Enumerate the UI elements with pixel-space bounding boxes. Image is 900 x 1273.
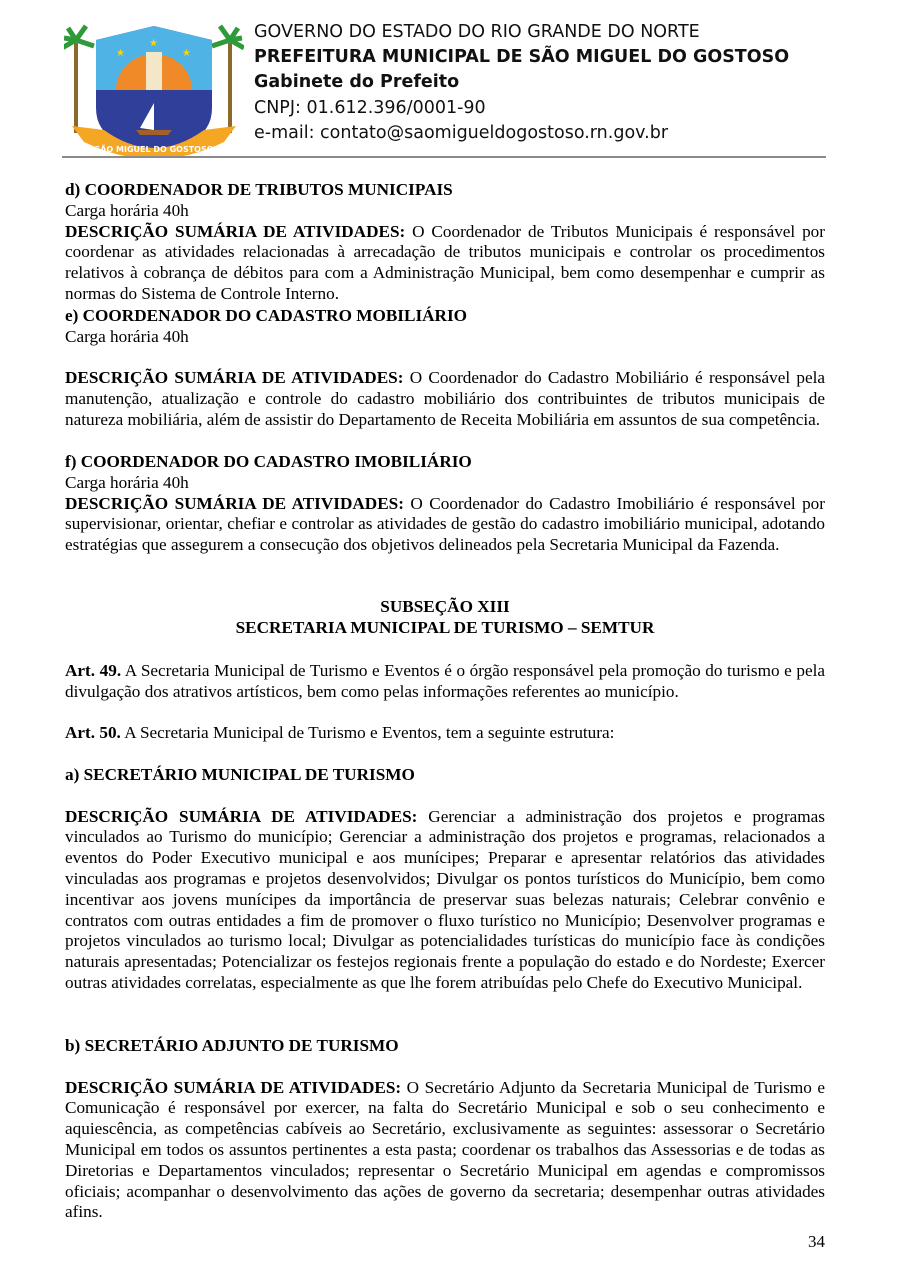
article-text: A Secretaria Municipal de Turismo e Eventos é o órgão responsável pela promoção do turismo e pela divulgação dos atrativos artísticos, bem como pelas informações referentes ao município. <box>65 661 825 701</box>
description-text: O Secretário Adjunto da Secretaria Municipal de Turismo e Comunicação é responsável por exercer, na falta do Secretário Municipal e sob o seu conhecimento e aquiescência, as competências cabíveis ao Secretário, exclusivamente as seguintes: assessorar o Secretário Municipal em todos os assuntos pertinentes a esta pasta; coordenar os trabalhos das Assessorias e de todas as Diretorias e Departamentos vinculados; representar o Secretário Municipal em agendas e compromissos oficiais; acompanhar o desenvolvimento das ações de governo da secretaria; desempenhar outras atividades afins. <box>65 1077 825 1222</box>
svg-text:SÃO MIGUEL DO GOSTOSO: SÃO MIGUEL DO GOSTOSO <box>94 145 214 154</box>
work-hours: Carga horária 40h <box>65 200 189 220</box>
header-email: e-mail: contato@saomigueldogostoso.rn.gov.br <box>254 123 669 143</box>
header-divider <box>62 156 826 158</box>
article-50 <box>65 723 825 744</box>
description-text: Gerenciar a administração dos projetos e programas vinculados ao Turismo do município; Gerenciar a administração dos projetos e programas, relacionados a eventos do Poder Executivo municipal e aos munícipes; Preparar e apresentar relatórios das atividades vinculadas aos programas e projetos desenvolvidos; Divulgar os pontos turísticos do Município, bem como incentivar aos jovens munícipes da importância de preservar suas belezas naturais; Celebrar convênio e contratos com outras entidades a fim de promover o fluxo turístico no Município; Desenvolver programas e projetos vinculados ao turismo local; Divulgar as potencialidades turísticas do município face às condições naturais apresentadas; Potencializar os festejos regionais frente a população do estado e do Nordeste; Exercer outras atividades correlatas, especialmente as que lhe forem atribuídas pelo Chefe do Executivo Municipal. <box>65 806 825 992</box>
svg-text:★: ★ <box>182 48 191 59</box>
description-label: DESCRIÇÃO SUMÁRIA DE ATIVIDADES: <box>65 368 404 388</box>
subsection-heading <box>65 597 825 639</box>
section-title: e) COORDENADOR DO CADASTRO MOBILIÁRIO <box>65 306 468 325</box>
work-hours: Carga horária 40h <box>65 472 189 492</box>
description-text: O Coordenador do Cadastro Imobiliário é responsável por supervisionar, orientar, chefiar e controlar as atividades de gestão do cadastro imobiliário municipal, adotando estratégias que assegurem a consecução dos objetivos delineados pela Secretaria Municipal da Fazenda. <box>65 493 825 555</box>
header-office: Gabinete do Prefeito <box>254 72 460 92</box>
section-f <box>65 452 825 556</box>
article-label: Art. 50. <box>65 723 121 742</box>
section-title: d) COORDENADOR DE TRIBUTOS MUNICIPAIS <box>65 180 453 199</box>
section-title: b) SECRETÁRIO ADJUNTO DE TURISMO <box>65 1036 399 1055</box>
article-text: A Secretaria Municipal de Turismo e Eventos, tem a seguinte estrutura: <box>120 723 615 742</box>
work-hours: Carga horária 40h <box>65 326 189 346</box>
svg-text:★: ★ <box>149 38 158 49</box>
section-d <box>65 180 825 305</box>
article-label: Art. 49. <box>65 661 122 680</box>
turismo-section-b <box>65 1036 825 1223</box>
header-municipality: PREFEITURA MUNICIPAL DE SÃO MIGUEL DO GOSTOSO <box>254 47 790 67</box>
description-label: DESCRIÇÃO SUMÁRIA DE ATIVIDADES: <box>65 221 406 241</box>
subsection-title: SUBSEÇÃO XIII <box>380 597 510 616</box>
description-text: O Coordenador de Tributos Municipais é responsável por coordenar as atividades relacionadas à arrecadação de tributos municipais e controlar os procedimentos relativos à cobrança de débitos para com a Administração Municipal, bem como desempenhar e cumprir as normas do Sistema de Controle Interno. <box>65 221 825 303</box>
palm-tree-right-icon <box>212 26 244 133</box>
description-label: DESCRIÇÃO SUMÁRIA DE ATIVIDADES: <box>65 806 418 826</box>
section-title: f) COORDENADOR DO CADASTRO IMOBILIÁRIO <box>65 452 472 471</box>
header-state-government: GOVERNO DO ESTADO DO RIO GRANDE DO NORTE <box>254 22 700 42</box>
description-label: DESCRIÇÃO SUMÁRIA DE ATIVIDADES: <box>65 1077 402 1097</box>
description-label: DESCRIÇÃO SUMÁRIA DE ATIVIDADES: <box>65 493 404 513</box>
article-49 <box>65 661 825 703</box>
section-title: a) SECRETÁRIO MUNICIPAL DE TURISMO <box>65 765 415 784</box>
palm-tree-left-icon <box>64 26 94 133</box>
section-e <box>65 306 825 431</box>
page-number: 34 <box>808 1232 825 1251</box>
turismo-section-a <box>65 765 825 994</box>
description-text: O Coordenador do Cadastro Mobiliário é responsável pela manutenção, atualização e controle do cadastro mobiliário dos contribuintes de tributos municipais de natureza mobiliária, além de assistir do Departamento de Receita Mobiliária em assuntos de sua competência. <box>65 368 825 429</box>
header-cnpj: CNPJ: 01.612.396/0001-90 <box>254 98 486 118</box>
subsection-subtitle: SECRETARIA MUNICIPAL DE TURISMO – SEMTUR <box>235 617 655 637</box>
municipal-coat-of-arms-logo <box>64 18 244 158</box>
svg-text:★: ★ <box>116 48 125 59</box>
